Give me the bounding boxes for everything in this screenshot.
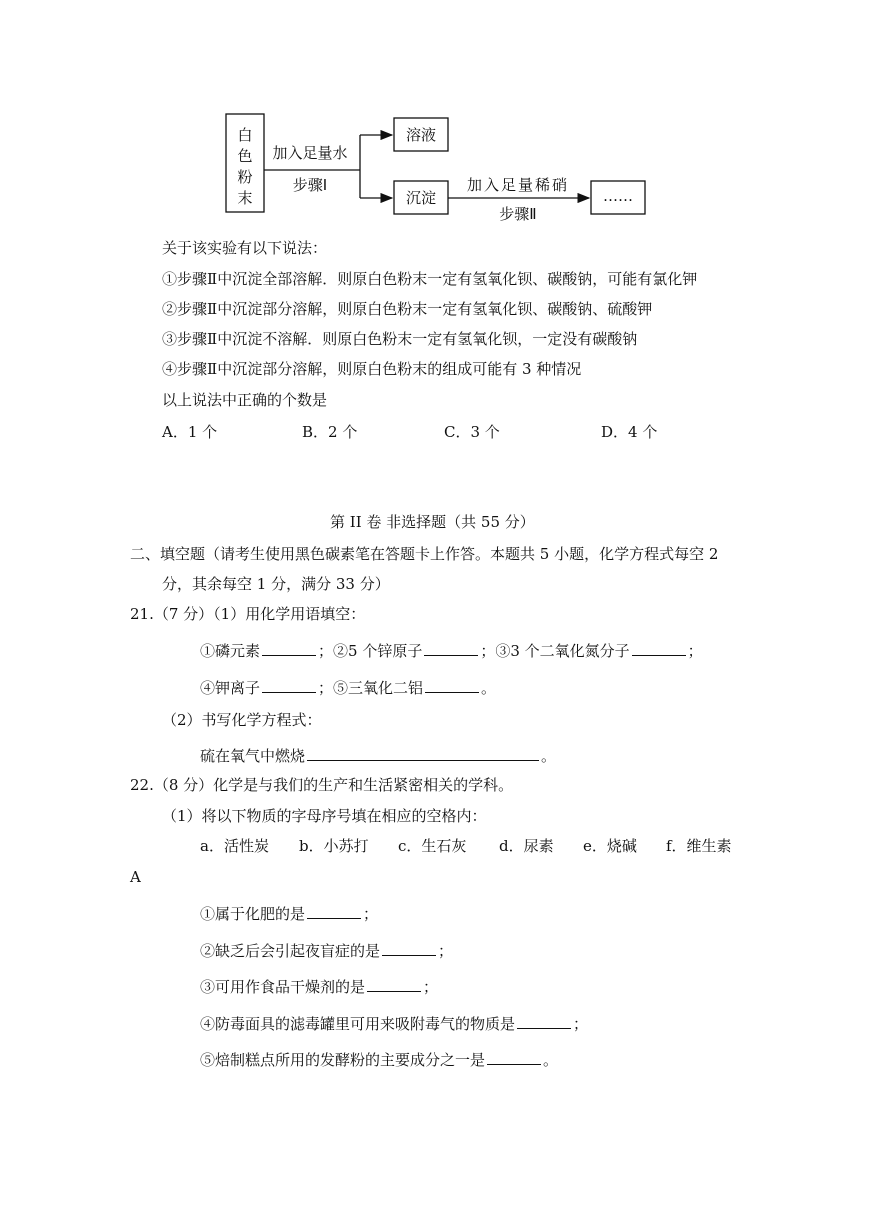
q22-substance-f: f．维生素: [666, 837, 732, 855]
q22-wrap: A: [130, 868, 141, 886]
q20-statement-1: ①步骤Ⅱ中沉淀全部溶解．则原白色粉末一定有氢氧化钡、碳酸钠，可能有氯化钾: [162, 270, 698, 288]
q22-q5: ⑤焙制糕点所用的发酵粉的主要成分之一是: [200, 1051, 486, 1069]
step2-reagent: 加入足量稀硝: [466, 176, 570, 194]
q21-eq-blank[interactable]: [307, 746, 539, 761]
q21-head: 21.（7 分）（1）用化学用语填空：: [130, 605, 366, 623]
q21-blank-4[interactable]: [262, 678, 316, 693]
q21-line2: [200, 678, 496, 698]
q22-line3: [200, 977, 438, 997]
q22-substance-a: a．活性炭: [200, 837, 269, 855]
section2-heading-line1: 二、填空题（请考生使用黑色碳素笔在答题卡上作答。本题共 5 小题，化学方程式每空 2: [130, 545, 719, 563]
experiment-flowchart: [220, 110, 660, 225]
q22-substance-c: c．生石灰: [398, 837, 467, 855]
q22-substance-d: d．尿素: [499, 837, 554, 855]
step2-label: 步骤Ⅱ: [499, 205, 537, 223]
q22-blank-4[interactable]: [517, 1014, 571, 1029]
q22-line2: [200, 941, 453, 961]
step1-reagent: 加入足量水: [272, 144, 348, 162]
q22-q1: ①属于化肥的是: [200, 905, 306, 923]
q22-substance-b: b．小苏打: [299, 837, 369, 855]
q21-blank-1[interactable]: [262, 641, 316, 656]
section2-heading-line2: 分，其余每空 1 分，满分 33 分）: [162, 575, 390, 593]
q22-sep-2: ；: [438, 942, 454, 960]
q20-intro: 关于该实验有以下说法：: [162, 239, 328, 257]
section2-title: 第 II 卷 非选择题（共 55 分）: [330, 513, 535, 531]
q22-line4: [200, 1014, 588, 1034]
q22-blank-5[interactable]: [487, 1050, 541, 1065]
q20-question: 以上说法中正确的个数是: [162, 391, 328, 409]
q20-statement-2: ②步骤Ⅱ中沉淀部分溶解，则原白色粉末一定有氢氧化钡、碳酸钠、硫酸钾: [162, 300, 653, 318]
q22-line1: [200, 904, 378, 924]
q20-option-a: A．1 个: [162, 423, 218, 441]
powder-char-4: 末: [237, 189, 253, 207]
powder-char-3: 粉: [237, 168, 253, 186]
q20-statement-3: ③步骤Ⅱ中沉淀不溶解．则原白色粉末一定有氢氧化钡，一定没有碳酸钠: [162, 330, 638, 348]
powder-char-2: 色: [237, 147, 253, 165]
q22-blank-3[interactable]: [367, 977, 421, 992]
q21-blank-3[interactable]: [632, 641, 686, 656]
step1-label: 步骤Ⅰ: [292, 176, 328, 194]
q22-part1: （1）将以下物质的字母序号填在相应的空格内：: [162, 807, 487, 825]
q21-item-4: ④钾离子: [200, 679, 261, 697]
q22-q3: ③可用作食品干燥剂的是: [200, 978, 366, 996]
q21-item-2: ；②5 个锌原子: [318, 642, 423, 660]
q21-part2: （2）书写化学方程式：: [162, 711, 322, 729]
q20-option-d: D．4 个: [601, 423, 658, 441]
q22-substance-e: e．烧碱: [583, 837, 637, 855]
q22-sep-4: ；: [573, 1015, 589, 1033]
q21-item-3: ；③3 个二氧化氮分子: [480, 642, 630, 660]
box-end-label: ……: [603, 187, 633, 205]
q21-blank-2[interactable]: [424, 641, 478, 656]
q21-item-5: ；⑤三氧化二铝: [318, 679, 424, 697]
q22-blank-2[interactable]: [382, 941, 436, 956]
box-precipitate-label: 沉淀: [405, 189, 437, 207]
q21-eq-label: 硫在氧气中燃烧: [200, 747, 306, 765]
q21-end-2: 。: [541, 747, 557, 765]
q22-end: 。: [543, 1051, 559, 1069]
q22-q4: ④防毒面具的滤毒罐里可用来吸附毒气的物质是: [200, 1015, 516, 1033]
q22-q2: ②缺乏后会引起夜盲症的是: [200, 942, 381, 960]
q22-line5: [200, 1050, 558, 1070]
box-solution-label: 溶液: [405, 126, 437, 144]
q20-option-b: B．2 个: [302, 423, 358, 441]
q21-eq-line: [200, 746, 556, 766]
q21-blank-5[interactable]: [425, 678, 479, 693]
q22-head: 22.（8 分）化学是与我们的生产和生活紧密相关的学科。: [130, 776, 514, 794]
q21-sep-1: ；: [687, 642, 703, 660]
q20-option-c: C．3 个: [444, 423, 500, 441]
q21-item-1: ①磷元素: [200, 642, 261, 660]
q21-end-1: 。: [481, 679, 497, 697]
q22-sep-3: ；: [423, 978, 439, 996]
powder-char-1: 白: [237, 126, 253, 144]
q21-line1: [200, 641, 703, 661]
q22-sep-1: ；: [363, 905, 379, 923]
q20-statement-4: ④步骤Ⅱ中沉淀部分溶解，则原白色粉末的组成可能有 3 种情况: [162, 360, 582, 378]
q22-blank-1[interactable]: [307, 904, 361, 919]
